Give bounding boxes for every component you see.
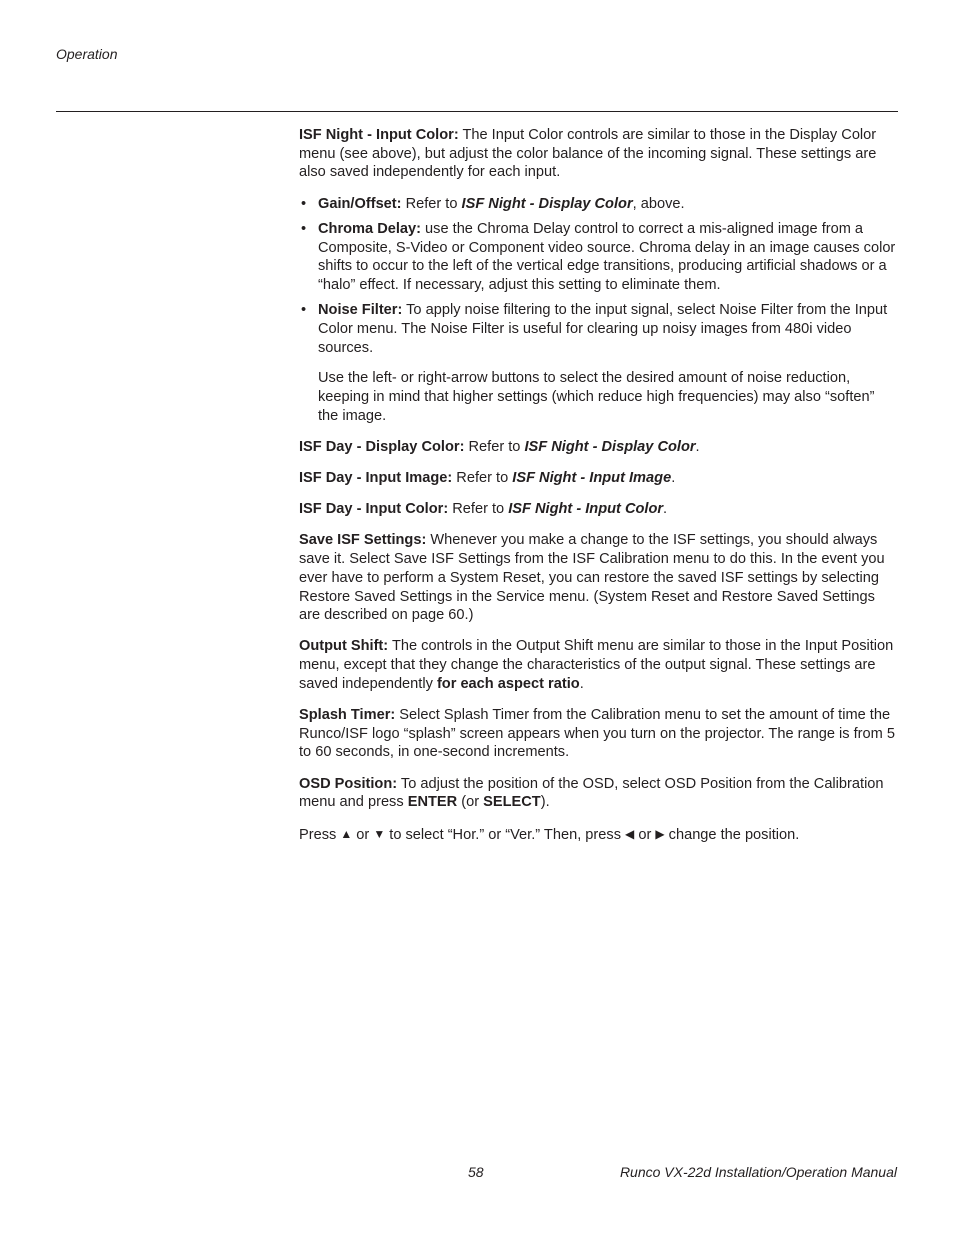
- up-arrow-icon: ▲: [340, 826, 353, 841]
- paragraph-osd-position: OSD Position: To adjust the position of the OSD, select OSD Position from the Calibration menu and press ENTER (or SELECT).: [299, 775, 884, 811]
- paragraph-isf-day-input-color: ISF Day - Input Color: Refer to ISF Night - Input Color.: [299, 501, 668, 518]
- page-body: [299, 126, 897, 857]
- paragraph-press-arrows: Press ▲ or ▼ to select “Hor.” or “Ver.” Then, press ◀ or ▶ change the position.: [299, 826, 800, 843]
- list-item-gain-offset: • Gain/Offset: Refer to ISF Night - Display Color, above.: [299, 195, 897, 214]
- paragraph-isf-night-input-color: ISF Night - Input Color: The Input Color controls are similar to those in the Display Color menu (see above), but adjust the color balance of the incoming signal. These settings are also saved independently for each input.: [299, 127, 877, 181]
- key-enter: ENTER: [407, 794, 458, 811]
- cross-reference: ISF Night - Input Image: [512, 470, 672, 487]
- running-footer-title: Runco VX-22d Installation/Operation Manual: [619, 1164, 897, 1180]
- noise-filter-note: Use the left- or right-arrow buttons to select the desired amount of noise reduction, keeping in mind that higher settings (which reduce high frequencies) may also “soften” the image.: [318, 370, 875, 424]
- left-arrow-icon: ◀: [625, 826, 635, 841]
- term-isf-night-input-color: ISF Night - Input Color:: [299, 127, 459, 143]
- input-color-options-list: [299, 195, 897, 358]
- running-header: Operation: [56, 46, 118, 62]
- page-number: 58: [468, 1164, 484, 1180]
- paragraph-output-shift: Output Shift: The controls in the Output Shift menu are similar to those in the Input Position menu, except that they change the characteristics of the output signal. These settings are saved independently for each aspect ratio.: [299, 638, 894, 692]
- paragraph-isf-day-display-color: ISF Day - Display Color: Refer to ISF Night - Display Color.: [299, 438, 700, 455]
- cross-reference: ISF Night - Display Color: [524, 438, 696, 455]
- paragraph-isf-day-input-image: ISF Day - Input Image: Refer to ISF Night - Input Image.: [299, 470, 676, 487]
- down-arrow-icon: ▼: [373, 826, 386, 841]
- cross-reference: ISF Night - Display Color: [461, 195, 633, 212]
- list-item-noise-filter: • Noise Filter: To apply noise filtering to the input signal, select Noise Filter from the Input Color menu. The Noise Filter is useful for clearing up noisy images from 480i video sources.: [299, 301, 897, 357]
- cross-reference: ISF Night - Input Color: [508, 501, 664, 518]
- header-rule: [56, 111, 898, 112]
- paragraph-save-isf-settings: Save ISF Settings: Whenever you make a change to the ISF settings, you should always save it. Select Save ISF Settings from the ISF Calibration menu to do this. In the event you ever have to perform a System Reset, you can restore the saved ISF settings by selecting Restore Saved Settings in the Service menu. (System Reset and Restore Saved Settings are described on page 60.): [299, 532, 885, 624]
- key-select: SELECT: [483, 794, 541, 811]
- paragraph-splash-timer: Splash Timer: Select Splash Timer from the Calibration menu to set the amount of time the Runco/ISF logo “splash” screen appears when you turn on the projector. The range is from 5 to 60 seconds, in one-second increments.: [299, 707, 895, 761]
- right-arrow-icon: ▶: [655, 826, 665, 841]
- list-item-chroma-delay: • Chroma Delay: use the Chroma Delay control to correct a mis-aligned image from a Composite, S-Video or Component video source. Chroma delay in an image causes color shifts to occur to the left of the vertical edge transitions, producing artificial shadows or a “halo” effect. If necessary, adjust this setting to eliminate them.: [299, 220, 897, 295]
